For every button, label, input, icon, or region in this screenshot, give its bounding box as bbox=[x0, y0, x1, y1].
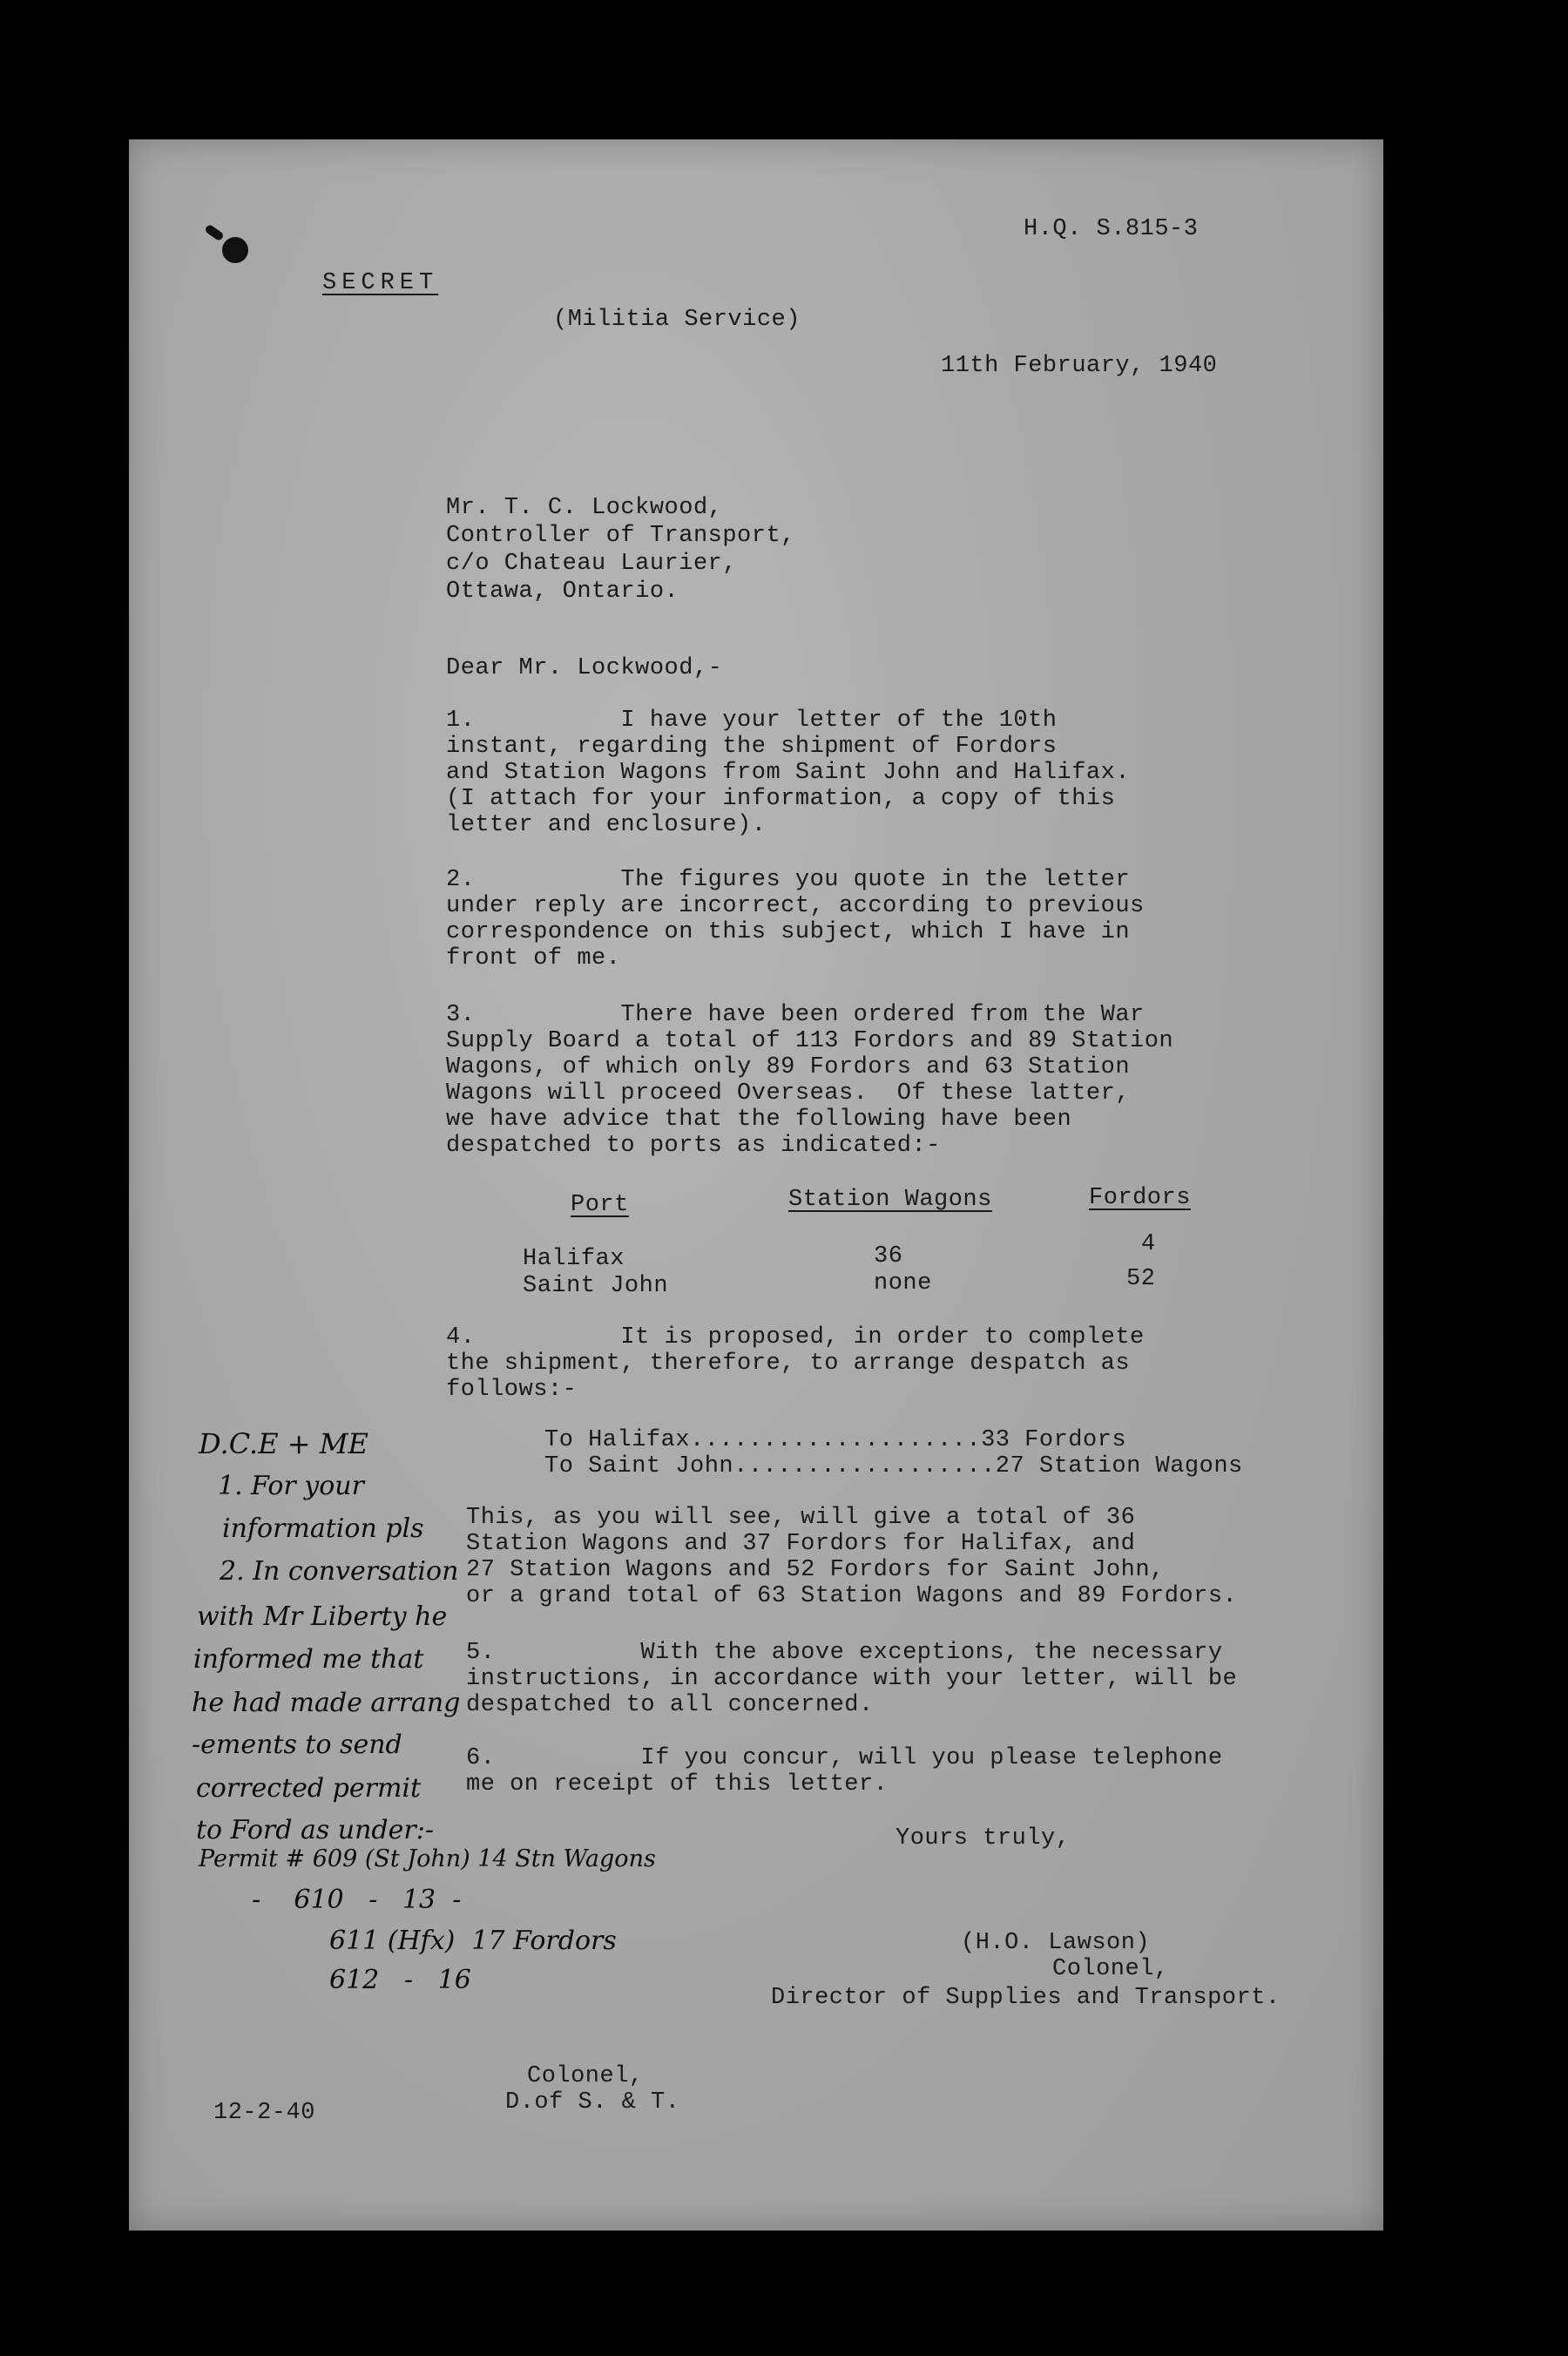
valediction: Yours truly, bbox=[896, 1825, 1071, 1852]
despatch-line: To Saint John..................27 Station Wagons bbox=[544, 1453, 1243, 1479]
signatory-title: Director of Supplies and Transport. bbox=[771, 1985, 1281, 2011]
text-line: 5. With the above exceptions, the necessary bbox=[466, 1640, 1223, 1666]
handwritten-line: informed me that bbox=[193, 1644, 424, 1675]
footer-rank: Colonel, bbox=[527, 2063, 644, 2089]
signatory-rank: Colonel, bbox=[1052, 1956, 1169, 1982]
text-line: front of me. bbox=[446, 945, 621, 972]
text-line: letter and enclosure). bbox=[446, 812, 767, 838]
salutation: Dear Mr. Lockwood,- bbox=[446, 655, 723, 681]
text-line: 27 Station Wagons and 52 Fordors for Saint John, bbox=[466, 1557, 1165, 1583]
text-line: the shipment, therefore, to arrange despatch as bbox=[446, 1351, 1131, 1377]
text-line: instructions, in accordance with your letter, will be bbox=[466, 1666, 1238, 1692]
text-line: 6. If you concur, will you please telephone bbox=[466, 1745, 1223, 1771]
table-cell: 52 bbox=[1126, 1266, 1156, 1292]
handwritten-line: 1. For your bbox=[218, 1471, 364, 1501]
table-header: Fordors bbox=[1089, 1185, 1191, 1211]
binding-tag-icon bbox=[222, 237, 248, 263]
text-line: or a grand total of 63 Station Wagons and 89 Fordors. bbox=[466, 1583, 1238, 1609]
signatory-name: (H.O. Lawson) bbox=[961, 1930, 1151, 1956]
table-cell: 4 bbox=[1141, 1231, 1156, 1257]
service-line: (Militia Service) bbox=[553, 307, 801, 333]
handwritten-line: with Mr Liberty he bbox=[197, 1601, 448, 1632]
table-header: Station Wagons bbox=[788, 1187, 992, 1213]
text-line: Station Wagons and 37 Fordors for Halifax, and bbox=[466, 1531, 1136, 1557]
handwritten-line: Permit # 609 (St John) 14 Stn Wagons bbox=[199, 1845, 656, 1872]
text-line: 1. I have your letter of the 10th bbox=[446, 707, 1058, 734]
text-line: follows:- bbox=[446, 1377, 578, 1403]
handwritten-line: to Ford as under:- bbox=[196, 1815, 434, 1845]
text-line: 4. It is proposed, in order to complete bbox=[446, 1324, 1145, 1351]
handwritten-line: he had made arrang bbox=[192, 1688, 461, 1718]
footer-office: D.of S. & T. bbox=[505, 2089, 680, 2116]
handwritten-line: 2. In conversation bbox=[220, 1556, 459, 1587]
address-line: Mr. T. C. Lockwood, bbox=[446, 495, 723, 521]
table-cell: none bbox=[874, 1270, 932, 1296]
handwritten-line: - 610 - 13 - bbox=[235, 1885, 462, 1915]
text-line: 3. There have been ordered from the War bbox=[446, 1002, 1145, 1028]
address-line: Ottawa, Ontario. bbox=[446, 579, 679, 605]
handwritten-line: -ements to send bbox=[192, 1730, 402, 1760]
file-reference: H.Q. S.815-3 bbox=[1024, 216, 1199, 242]
text-line: me on receipt of this letter. bbox=[466, 1771, 889, 1797]
text-line: (I attach for your information, a copy of this bbox=[446, 786, 1116, 812]
footer-date: 12-2-40 bbox=[213, 2100, 315, 2126]
table-header: Port bbox=[571, 1192, 629, 1218]
despatch-line: To Halifax....................33 Fordors bbox=[544, 1427, 1127, 1453]
text-line: despatched to all concerned. bbox=[466, 1692, 874, 1718]
letter-date: 11th February, 1940 bbox=[941, 353, 1218, 379]
text-line: and Station Wagons from Saint John and Halifax. bbox=[446, 760, 1131, 786]
table-cell: Saint John bbox=[523, 1273, 669, 1299]
text-line: Wagons, of which only 89 Fordors and 63 Station bbox=[446, 1054, 1131, 1080]
table-cell: 36 bbox=[874, 1243, 903, 1269]
text-line: Wagons will proceed Overseas. Of these latter, bbox=[446, 1080, 1131, 1107]
text-line: under reply are incorrect, according to previous bbox=[446, 893, 1145, 919]
handwritten-line: information pls bbox=[222, 1513, 424, 1544]
text-line: despatched to ports as indicated:- bbox=[446, 1133, 941, 1159]
letter-page bbox=[129, 139, 1383, 2231]
address-line: c/o Chateau Laurier, bbox=[446, 551, 738, 577]
classification: SECRET bbox=[322, 270, 439, 296]
text-line: Supply Board a total of 113 Fordors and 89 Station bbox=[446, 1028, 1174, 1054]
text-line: correspondence on this subject, which I have in bbox=[446, 919, 1131, 945]
address-line: Controller of Transport, bbox=[446, 523, 795, 549]
text-line: we have advice that the following have been bbox=[446, 1107, 1072, 1133]
text-line: 2. The figures you quote in the letter bbox=[446, 867, 1131, 893]
handwritten-line: 612 - 16 bbox=[329, 1965, 471, 1995]
handwritten-line: D.C.E + ME bbox=[199, 1427, 368, 1460]
handwritten-line: corrected permit bbox=[196, 1773, 422, 1804]
text-line: instant, regarding the shipment of Fordors bbox=[446, 734, 1058, 760]
table-cell: Halifax bbox=[523, 1246, 625, 1272]
text-line: This, as you will see, will give a total of 36 bbox=[466, 1505, 1136, 1531]
handwritten-line: 611 (Hfx) 17 Fordors bbox=[329, 1926, 617, 1956]
